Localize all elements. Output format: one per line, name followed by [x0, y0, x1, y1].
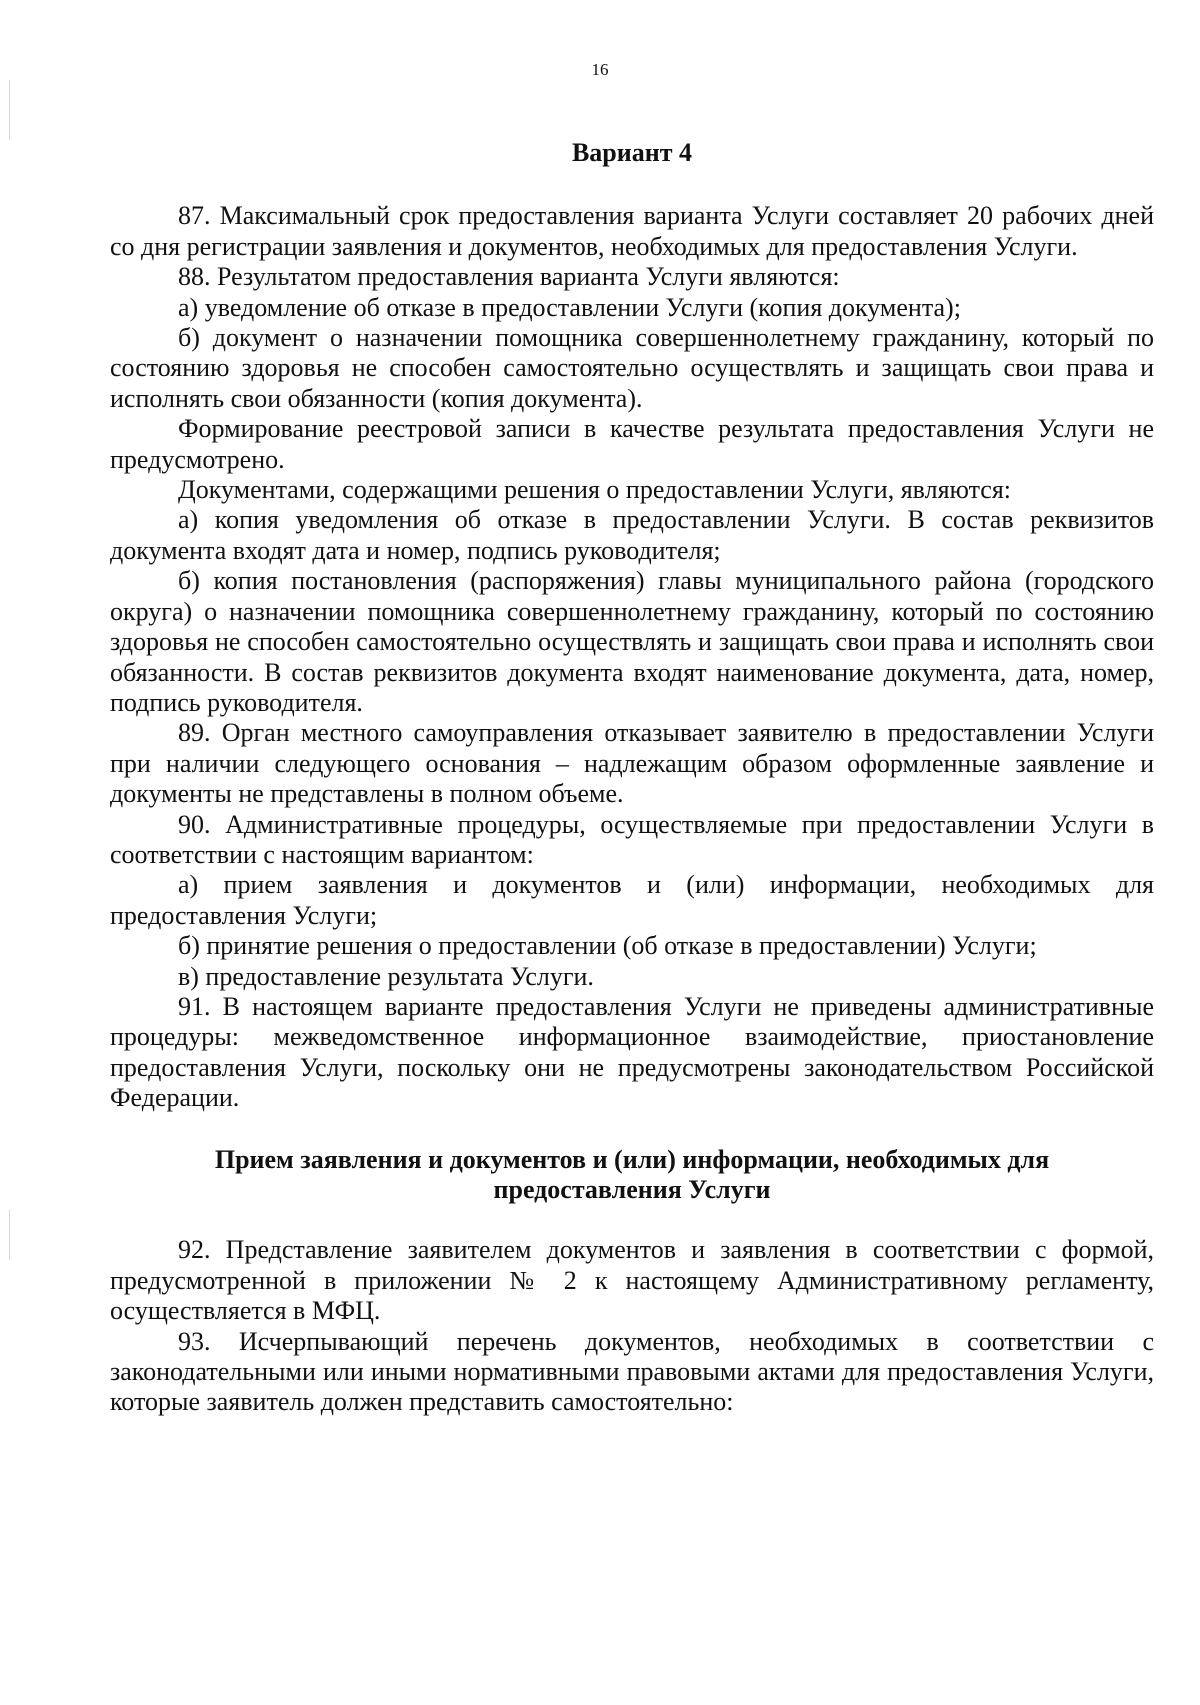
list-item-90c: в) предоставление результата Услуги. [178, 961, 594, 991]
list-item-decision-a: а) копия уведомления об отказе в предоставлении Услуги. В состав реквизитов документа входят дата и номер, подпись руководителя; [110, 505, 1154, 565]
list-item-90b: б) принятие решения о предоставлении (об отказе в предоставлении) Услуги; [178, 931, 1037, 961]
paragraph-decision-documents: Документами, содержащими решения о предоставлении Услуги, являются: [178, 475, 1012, 505]
paragraph-92: 92. Представление заявителем документов и заявления в соответствии с формой, предусмотренной в приложении № 2 к настоящему Административному регламенту, осуществляется в МФЦ. [110, 1235, 1154, 1326]
paragraph-88: 88. Результатом предоставления варианта Услуги являются: [178, 262, 840, 292]
section-heading [110, 1145, 1154, 1206]
paragraph-93: 93. Исчерпывающий перечень документов, необходимых в соответствии с законодательными или иными нормативными правовыми актами для предоставления Услуги, которые заявитель должен представить самостоятельно: [110, 1326, 1154, 1417]
paragraph-91: 91. В настоящем варианте предоставления Услуги не приведены административные процедуры: межведомственное информационное взаимодействие, приостановление предоставления Услуги, поскольку они не предусмотрены законодательством Российской Федерации. [110, 991, 1154, 1113]
document-title: Вариант 4 [571, 138, 693, 167]
scan-margin-mark [9, 80, 10, 140]
paragraph-87: 87. Максимальный срок предоставления варианта Услуги составляет 20 рабочих дней со дня регистрации заявления и документов, необходимых для предоставления Услуги. [110, 201, 1154, 261]
list-item-88b: б) документ о назначении помощника совершеннолетнему гражданину, который по состоянию здоровья не способен самостоятельно осуществлять и защищать свои права и исполнять свои обязанности (копия документа). [110, 323, 1154, 413]
list-item-88a: а) уведомление об отказе в предоставлении Услуги (копия документа); [178, 292, 961, 322]
list-item-decision-b: б) копия постановления (распоряжения) главы муниципального района (городского округа) о назначении помощника совершеннолетнему гражданину, который по состоянию здоровья не способен самостоятельно осуществлять и защищать свои права и исполнять свои обязанности. В состав реквизитов документа входят наименование документа, дата, номер, подпись руководителя. [110, 566, 1154, 717]
paragraph-registry-record: Формирование реестровой записи в качестве результата предоставления Услуги не предусмотрено. [110, 414, 1154, 474]
page-number: 16 [591, 60, 609, 79]
paragraph-89: 89. Орган местного самоуправления отказывает заявителю в предоставлении Услуги при наличии следующего основания – надлежащим образом оформленные заявление и документы не представлены в полном объеме. [110, 718, 1154, 809]
section-heading-line-1: Прием заявления и документов и (или) информации, необходимых для [214, 1144, 1050, 1174]
paragraph-90: 90. Административные процедуры, осуществляемые при предоставлении Услуги в соответствии с настоящим вариантом: [110, 809, 1154, 869]
list-item-90a: а) прием заявления и документов и (или) информации, необходимых для предоставления Услуги; [110, 870, 1154, 930]
document-body [110, 138, 1154, 1418]
section-heading-line-2: предоставления Услуги [493, 1175, 771, 1204]
scan-margin-mark [9, 1210, 10, 1260]
